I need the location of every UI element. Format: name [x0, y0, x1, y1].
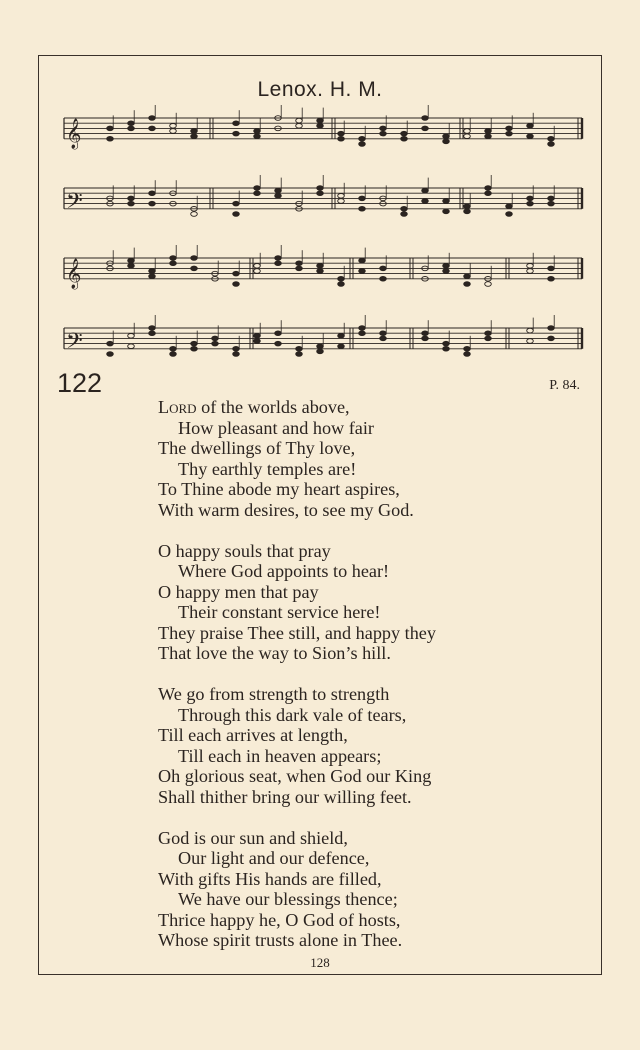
svg-text:𝄢: 𝄢	[66, 328, 83, 359]
tune-title: Lenox. H. M.	[257, 78, 383, 101]
stanza	[158, 684, 436, 807]
svg-text:𝄢: 𝄢	[66, 188, 83, 219]
verse-line: We go from strength to strength	[158, 684, 390, 704]
verse-line: O happy men that pay	[158, 581, 319, 602]
verse-line: O happy souls that pray	[158, 540, 331, 561]
verse-line: Thrice happy he, O God of hosts,	[158, 909, 401, 930]
page-reference: P. 84.	[549, 378, 580, 393]
stanza	[158, 541, 436, 664]
verse-line: That love the way to Sion’s hill.	[158, 643, 391, 663]
verse-line: Till each in heaven appears;	[178, 745, 382, 766]
verse-line: The dwellings of Thy love,	[158, 438, 356, 458]
verse-line: God is our sun and shield,	[158, 827, 348, 848]
hymn-text	[158, 397, 436, 971]
svg-text:𝄞: 𝄞	[66, 258, 82, 289]
verse-line: Whose spirit trusts alone in Thee.	[158, 930, 403, 950]
verse-line	[158, 397, 436, 418]
verse-line: Our light and our defence,	[178, 848, 370, 868]
music-score	[60, 100, 585, 362]
verse-line: With warm desires, to see my God.	[158, 499, 414, 520]
verse-line: They praise Thee still, and happy they	[158, 622, 436, 643]
stanza	[158, 828, 436, 951]
verse-line: With gifts His hands are filled,	[158, 868, 382, 889]
svg-text:𝄞: 𝄞	[66, 118, 82, 149]
small-caps-word: Lord	[158, 397, 197, 417]
stanza	[158, 397, 436, 520]
verse-line: Thy earthly temples are!	[178, 458, 357, 479]
hymn-number: 122	[57, 368, 103, 398]
verse-line: To Thine abode my heart aspires,	[158, 479, 400, 499]
verse-line: Through this dark vale of tears,	[178, 704, 407, 725]
page-number: 128	[310, 955, 330, 970]
verse-line: We have our blessings thence;	[178, 889, 398, 909]
verse-line: Their constant service here!	[178, 602, 381, 622]
verse-line: How pleasant and how fair	[178, 417, 374, 438]
first-line-rest: of the worlds above,	[196, 397, 350, 417]
verse-line: Shall thither bring our willing feet.	[158, 786, 412, 807]
verse-line: Oh glorious seat, when God our King	[158, 766, 432, 786]
verse-line: Till each arrives at length,	[158, 725, 348, 745]
verse-line: Where God appoints to hear!	[178, 561, 390, 581]
